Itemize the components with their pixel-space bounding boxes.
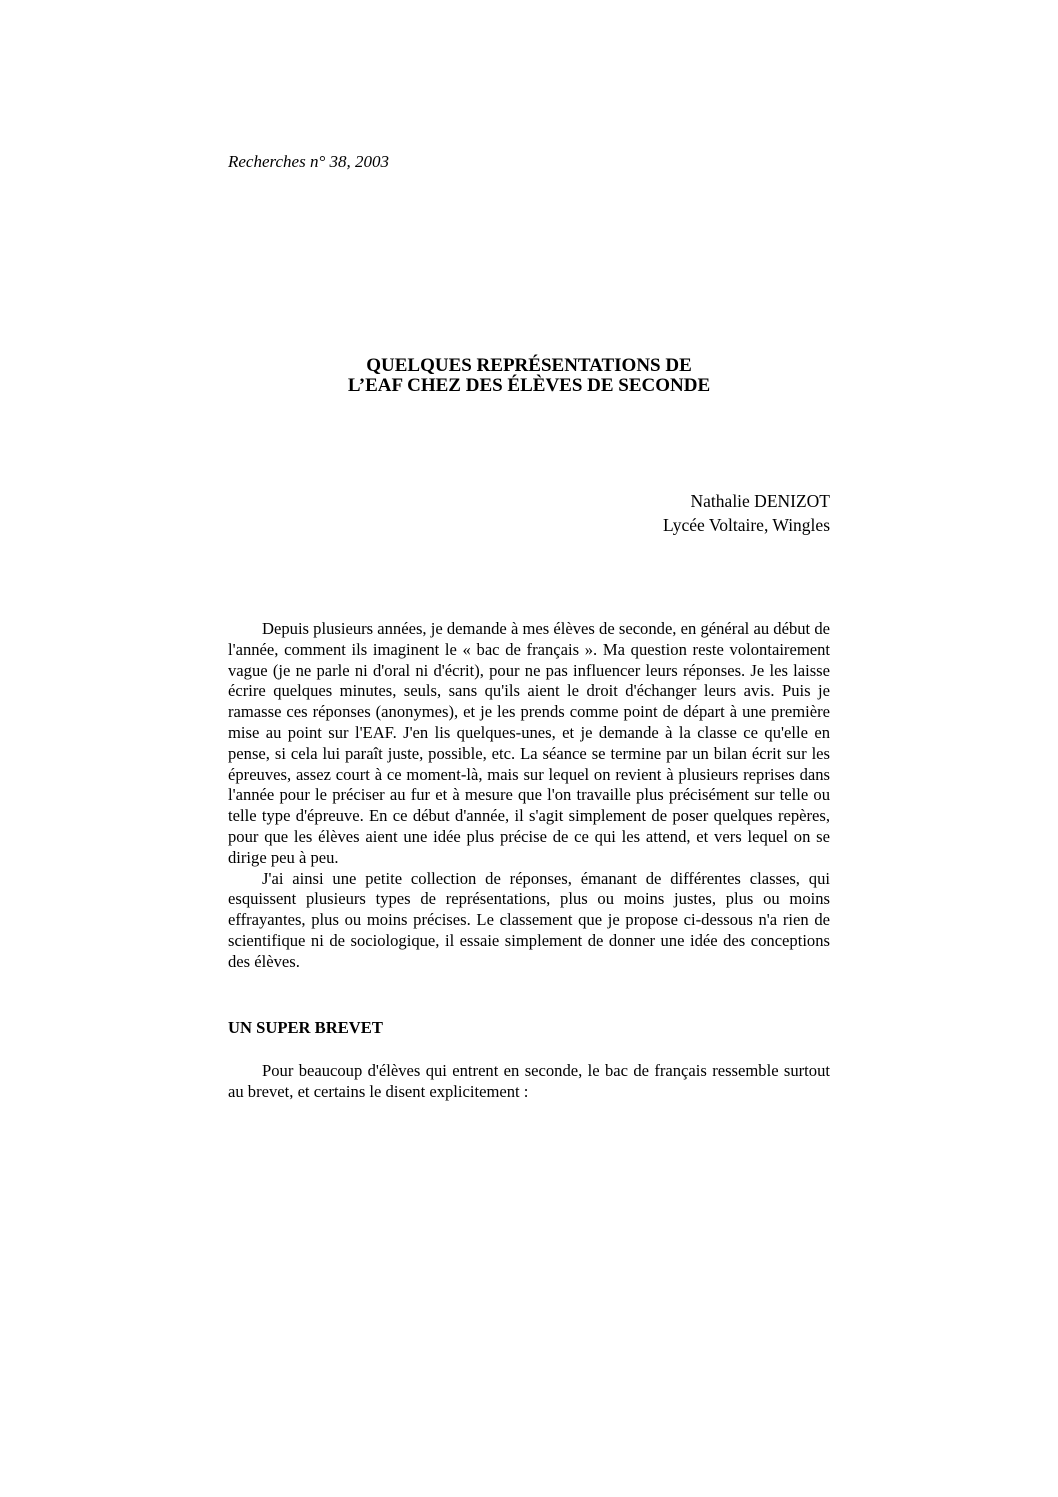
- body-paragraph: Depuis plusieurs années, je demande à mes élèves de seconde, en général au début de l'année, comment ils imaginent le « bac de français ». Ma question reste volontairement vague (je ne parle ni d'oral ni d'écrit), pour ne pas influencer leurs réponses. Je les laisse écrire quelques minutes, seuls, sans qu'ils aient le droit d'échanger leurs avis. Puis je ramasse ces réponses (anonymes), et je les prends comme point de départ à une première mise au point sur l'EAF. J'en lis quelques-unes, et je demande à la classe ce qu'elle en pense, si cela lui paraît juste, possible, etc. La séance se termine par un bilan écrit sur les épreuves, assez court à ce moment-là, mais sur lequel on revient à plusieurs reprises dans l'année pour le préciser au fur et à mesure que l'on travaille plus précisément sur telle ou telle type d'épreuve. En ce début d'année, il s'agit simplement de poser quelques repères, pour que les élèves aient une idée plus précise de ce qui les attend, et vers lequel on se dirige peu à peu.: [228, 619, 830, 867]
- section-heading: UN SUPER BREVET: [228, 1018, 383, 1037]
- intro-text: [228, 619, 830, 973]
- author-name: Nathalie DENIZOT: [690, 491, 830, 511]
- body-paragraph: J'ai ainsi une petite collection de réponses, émanant de différentes classes, qui esquissent plusieurs types de représentations, plus ou moins justes, plus ou moins effrayantes, plus ou moins précises. Le classement que je propose ci-dessous n'a rien de scientifique ni de sociologique, il essaie simplement de donner une idée des conceptions des élèves.: [228, 868, 830, 971]
- running-head: Recherches n° 38, 2003: [228, 152, 390, 171]
- section-text: [228, 1061, 830, 1103]
- author-affiliation: Lycée Voltaire, Wingles: [663, 515, 830, 535]
- article-title-line-1: QUELQUES REPRÉSENTATIONS DE: [366, 355, 692, 376]
- article-title: [228, 356, 830, 396]
- article-title-line-2: L’EAF CHEZ DES ÉLÈVES DE SECONDE: [347, 375, 711, 396]
- author-block: [228, 489, 830, 537]
- section-paragraph: Pour beaucoup d'élèves qui entrent en seconde, le bac de français ressemble surtout au brevet, et certains le disent explicitement :: [228, 1061, 830, 1101]
